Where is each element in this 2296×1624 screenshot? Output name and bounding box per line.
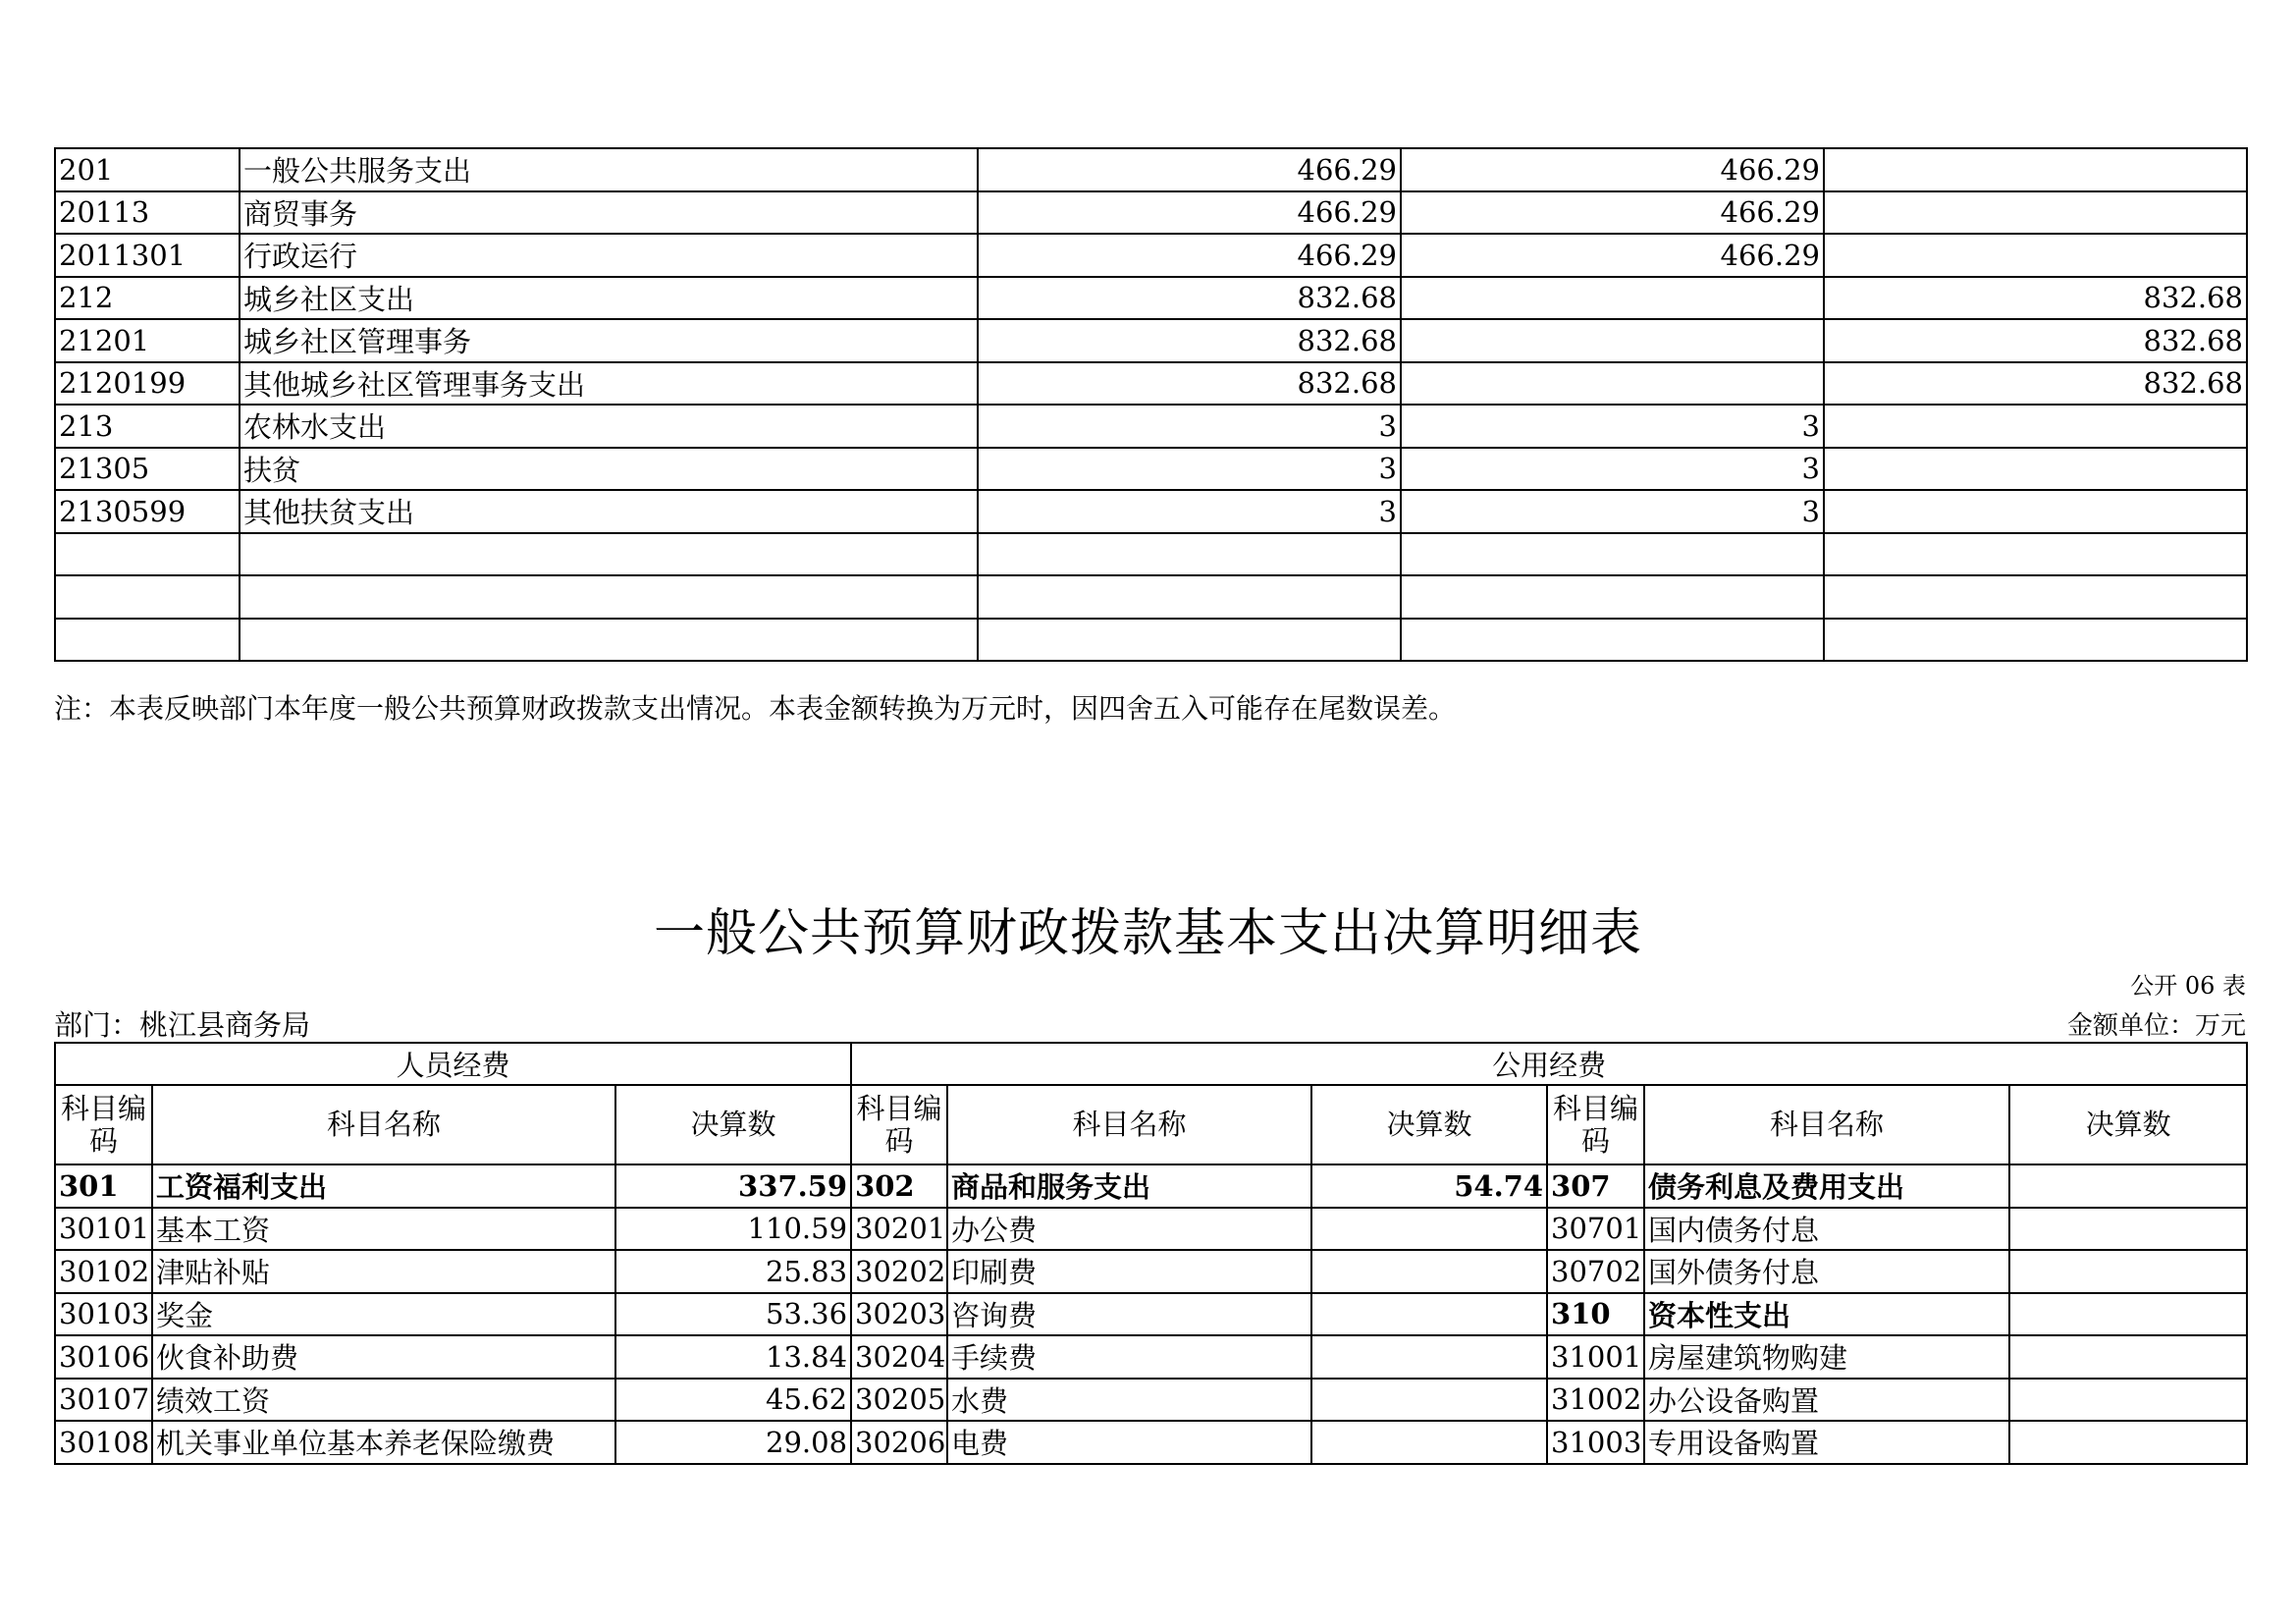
table-cell: 832.68: [978, 319, 1401, 362]
table-cell: 基本工资: [152, 1208, 615, 1251]
table-cell: 30102: [55, 1250, 152, 1293]
table-row: [55, 448, 2247, 491]
page-title: 一般公共预算财政拨款基本支出决算明细表: [653, 904, 1642, 963]
table-cell: 301: [55, 1164, 152, 1208]
department-label: 部门：桃江县商务局: [54, 1008, 311, 1042]
table-cell: 30702: [1547, 1250, 1644, 1293]
table-cell: [240, 619, 978, 662]
table-cell: 扶贫: [240, 448, 978, 491]
table-cell: 30203: [851, 1293, 947, 1336]
table-cell: 21201: [55, 319, 240, 362]
table-cell: [1401, 319, 1824, 362]
table-cell: [1824, 575, 2247, 619]
table-cell: 45.62: [615, 1379, 851, 1422]
upper-expenditure-table: [54, 147, 2248, 662]
table-row: [55, 191, 2247, 235]
table-cell: [55, 533, 240, 576]
table-cell: 466.29: [978, 148, 1401, 191]
table-cell: 2130599: [55, 490, 240, 533]
table-note: 注：本表反映部门本年度一般公共预算财政拨款支出情况。本表金额转换为万元时，因四舍五入可能存在尾数误差。: [54, 692, 1457, 725]
table-cell: 绩效工资: [152, 1379, 615, 1422]
table-row: [55, 575, 2247, 619]
table-cell: [1824, 619, 2247, 662]
table-cell: 213: [55, 405, 240, 448]
table-cell: [978, 575, 1401, 619]
table-cell: [1311, 1208, 1547, 1251]
table-cell: 20113: [55, 191, 240, 235]
table-cell: 31001: [1547, 1335, 1644, 1379]
table-cell: 机关事业单位基本养老保险缴费: [152, 1421, 615, 1464]
table-cell: 30107: [55, 1379, 152, 1422]
table-row: [55, 1335, 2247, 1379]
table-cell: 其他城乡社区管理事务支出: [240, 362, 978, 406]
section-personnel: 人员经费: [55, 1043, 851, 1085]
table-cell: 房屋建筑物购建: [1644, 1335, 2009, 1379]
table-cell: 466.29: [978, 234, 1401, 277]
table-row: [55, 533, 2247, 576]
table-cell: 行政运行: [240, 234, 978, 277]
form-number: 公开 06 表: [2130, 972, 2246, 1000]
table-cell: [1311, 1335, 1547, 1379]
table-row: [55, 277, 2247, 320]
table-cell: 3: [978, 490, 1401, 533]
table-cell: [240, 533, 978, 576]
table-cell: 30106: [55, 1335, 152, 1379]
table-cell: [1824, 533, 2247, 576]
table-cell: 3: [978, 405, 1401, 448]
table-row: [55, 234, 2247, 277]
table-cell: 310: [1547, 1293, 1644, 1336]
table-cell: 21305: [55, 448, 240, 491]
table-cell: 印刷费: [947, 1250, 1311, 1293]
table-cell: [1401, 575, 1824, 619]
table-cell: [2009, 1293, 2247, 1336]
table-cell: 电费: [947, 1421, 1311, 1464]
table-cell: [1824, 405, 2247, 448]
table-cell: [1401, 362, 1824, 406]
table-cell: 30701: [1547, 1208, 1644, 1251]
table-cell: 办公设备购置: [1644, 1379, 2009, 1422]
table-cell: 办公费: [947, 1208, 1311, 1251]
table-cell: [1824, 234, 2247, 277]
table-cell: 30206: [851, 1421, 947, 1464]
table-cell: [978, 619, 1401, 662]
table-cell: 咨询费: [947, 1293, 1311, 1336]
table-cell: 201: [55, 148, 240, 191]
table-cell: 212: [55, 277, 240, 320]
table-row: [55, 148, 2247, 191]
table-row: [55, 405, 2247, 448]
table-cell: [2009, 1250, 2247, 1293]
table-cell: 国内债务付息: [1644, 1208, 2009, 1251]
table-row: [55, 1250, 2247, 1293]
table-row: [55, 1421, 2247, 1464]
header-name: 科目名称: [1644, 1085, 2009, 1164]
table-cell: 53.36: [615, 1293, 851, 1336]
table-cell: 30204: [851, 1335, 947, 1379]
table-cell: 832.68: [1824, 319, 2247, 362]
table-cell: 30201: [851, 1208, 947, 1251]
section-public: 公用经费: [851, 1043, 2247, 1085]
table-cell: 债务利息及费用支出: [1644, 1164, 2009, 1208]
table-cell: [1824, 191, 2247, 235]
table-cell: 一般公共服务支出: [240, 148, 978, 191]
table-cell: 2011301: [55, 234, 240, 277]
header-code: 科目编码: [1547, 1085, 1644, 1164]
table-cell: 25.83: [615, 1250, 851, 1293]
table-row: [55, 1379, 2247, 1422]
table-cell: 手续费: [947, 1335, 1311, 1379]
table-row: [55, 1208, 2247, 1251]
table-cell: 其他扶贫支出: [240, 490, 978, 533]
table-cell: 31003: [1547, 1421, 1644, 1464]
table-cell: [1401, 533, 1824, 576]
table-cell: [55, 619, 240, 662]
table-cell: 伙食补助费: [152, 1335, 615, 1379]
basic-expenditure-detail-table: [54, 1042, 2248, 1465]
table-cell: [1311, 1421, 1547, 1464]
table-cell: 832.68: [978, 362, 1401, 406]
header-name: 科目名称: [947, 1085, 1311, 1164]
table-cell: 30205: [851, 1379, 947, 1422]
table-cell: 2120199: [55, 362, 240, 406]
table-cell: 工资福利支出: [152, 1164, 615, 1208]
table-cell: 30108: [55, 1421, 152, 1464]
table-row: [55, 319, 2247, 362]
table-cell: 307: [1547, 1164, 1644, 1208]
table-row: [55, 1164, 2247, 1208]
table-cell: 国外债务付息: [1644, 1250, 2009, 1293]
table-cell: 30101: [55, 1208, 152, 1251]
header-code: 科目编码: [55, 1085, 152, 1164]
table-cell: 商品和服务支出: [947, 1164, 1311, 1208]
table-cell: 832.68: [1824, 362, 2247, 406]
table-cell: 110.59: [615, 1208, 851, 1251]
table-cell: 3: [978, 448, 1401, 491]
table-cell: 13.84: [615, 1335, 851, 1379]
table-cell: 3: [1401, 490, 1824, 533]
table-cell: 资本性支出: [1644, 1293, 2009, 1336]
header-amount: 决算数: [2009, 1085, 2247, 1164]
table-cell: 31002: [1547, 1379, 1644, 1422]
table-row: [55, 490, 2247, 533]
header-name: 科目名称: [152, 1085, 615, 1164]
table-cell: 30202: [851, 1250, 947, 1293]
table-cell: 30103: [55, 1293, 152, 1336]
header-amount: 决算数: [1311, 1085, 1547, 1164]
table-cell: 29.08: [615, 1421, 851, 1464]
table-cell: 农林水支出: [240, 405, 978, 448]
table-cell: [240, 575, 978, 619]
header-code: 科目编码: [851, 1085, 947, 1164]
table-cell: 466.29: [1401, 148, 1824, 191]
table-row: [55, 619, 2247, 662]
table-cell: [1311, 1293, 1547, 1336]
table-row: [55, 1293, 2247, 1336]
header-amount: 决算数: [615, 1085, 851, 1164]
table-cell: [1311, 1379, 1547, 1422]
table-cell: [55, 575, 240, 619]
table-cell: 302: [851, 1164, 947, 1208]
table-cell: 商贸事务: [240, 191, 978, 235]
table-cell: [1824, 448, 2247, 491]
table-cell: [1824, 148, 2247, 191]
table-cell: [2009, 1421, 2247, 1464]
table-cell: [1824, 490, 2247, 533]
table-cell: 3: [1401, 405, 1824, 448]
table-cell: 奖金: [152, 1293, 615, 1336]
table-cell: [2009, 1379, 2247, 1422]
table-cell: 3: [1401, 448, 1824, 491]
table-cell: [1401, 277, 1824, 320]
table-cell: 466.29: [1401, 191, 1824, 235]
table-cell: [1311, 1250, 1547, 1293]
table-cell: 54.74: [1311, 1164, 1547, 1208]
table-cell: 津贴补贴: [152, 1250, 615, 1293]
table-cell: 466.29: [978, 191, 1401, 235]
table-cell: 832.68: [1824, 277, 2247, 320]
table-cell: 专用设备购置: [1644, 1421, 2009, 1464]
table-cell: [2009, 1208, 2247, 1251]
table-cell: [2009, 1164, 2247, 1208]
table-cell: 城乡社区支出: [240, 277, 978, 320]
table-cell: [1401, 619, 1824, 662]
table-cell: [2009, 1335, 2247, 1379]
table-cell: 832.68: [978, 277, 1401, 320]
table-cell: 466.29: [1401, 234, 1824, 277]
table-cell: 337.59: [615, 1164, 851, 1208]
table-row: [55, 362, 2247, 406]
table-cell: [978, 533, 1401, 576]
table-cell: 水费: [947, 1379, 1311, 1422]
table-cell: 城乡社区管理事务: [240, 319, 978, 362]
amount-unit-label: 金额单位：万元: [2066, 1011, 2246, 1041]
